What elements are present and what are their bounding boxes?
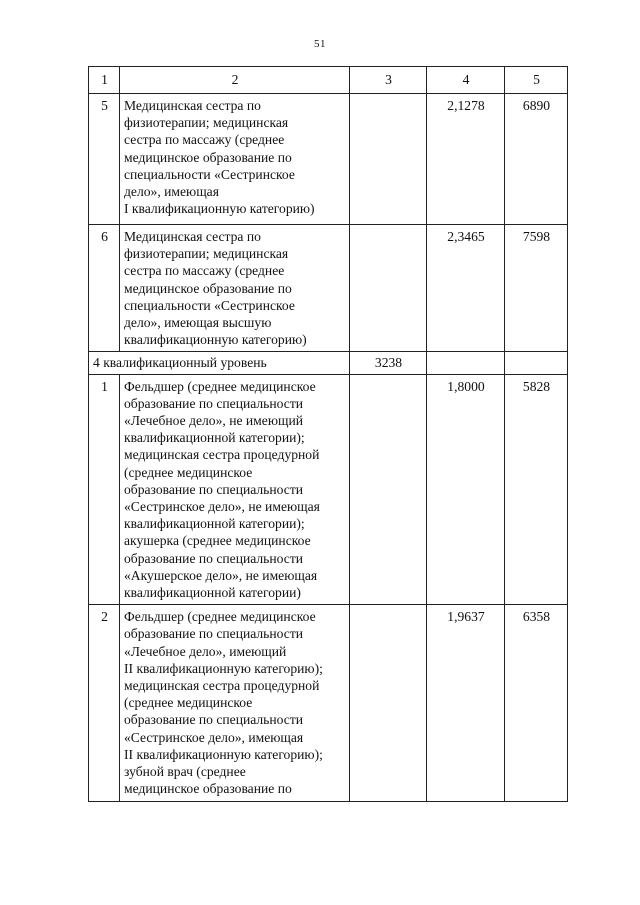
salary-cell: 6358: [505, 605, 568, 802]
qualification-level-label: 4 квалификационный уровень: [89, 352, 350, 374]
coefficient-cell: 1,9637: [427, 605, 505, 802]
position-description-text: Медицинская сестра по физиотерапии; медицинская сестра по массажу (среднее медицинское образование по специальности «Сестринское дело», имеющая I квалификационную категорию): [124, 98, 315, 217]
base-salary-cell: [350, 605, 427, 802]
coefficient-cell: 2,1278: [427, 94, 505, 225]
column-header-1: 1: [89, 67, 120, 94]
coefficient-cell: 2,3465: [427, 225, 505, 352]
salary-table: [88, 66, 568, 802]
row-number: 5: [89, 94, 120, 225]
base-salary-cell: [350, 374, 427, 605]
salary-cell: 7598: [505, 225, 568, 352]
column-header-5: 5: [505, 67, 568, 94]
column-header-4: 4: [427, 67, 505, 94]
qualification-level-base-salary: 3238: [350, 352, 427, 374]
position-description: [120, 225, 350, 352]
column-header-2: 2: [120, 67, 350, 94]
position-description-text: Медицинская сестра по физиотерапии; медицинская сестра по массажу (среднее медицинское образование по специальности «Сестринское дело», имеющая высшую квалификационную категорию): [124, 229, 307, 348]
qualification-level-row: [89, 352, 568, 374]
position-description: [120, 374, 350, 605]
salary-cell: 5828: [505, 374, 568, 605]
position-description-text: Фельдшер (среднее медицинское образование по специальности «Лечебное дело», не имеющий квалификационной категории); медицинская сестра процедурной (среднее медицинское образование по специальности «Сестринское дело», не имеющая квалификационной категории); акушерка (среднее медицинское образование по специальности «Акушерское дело», не имеющая квалификационной категории): [124, 378, 320, 601]
row-number: 2: [89, 605, 120, 802]
position-description: [120, 94, 350, 225]
column-header-3: 3: [350, 67, 427, 94]
base-salary-cell: [350, 94, 427, 225]
table-row: [89, 94, 568, 225]
position-description: [120, 605, 350, 802]
salary-cell: 6890: [505, 94, 568, 225]
coefficient-cell: 1,8000: [427, 374, 505, 605]
empty-cell: [505, 352, 568, 374]
table-row: [89, 225, 568, 352]
table-row: [89, 605, 568, 802]
position-description-text: Фельдшер (среднее медицинское образование по специальности «Лечебное дело», имеющий II квалификационную категорию); медицинская сестра процедурной (среднее медицинское образование по специальности «Сестринское дело», имеющая II квалификационную категорию); зубной врач (среднее медицинское образование по: [124, 609, 323, 797]
base-salary-cell: [350, 225, 427, 352]
row-number: 1: [89, 374, 120, 605]
table-header-row: [89, 67, 568, 94]
empty-cell: [427, 352, 505, 374]
table-row: [89, 374, 568, 605]
row-number: 6: [89, 225, 120, 352]
page-number: 51: [314, 38, 326, 50]
